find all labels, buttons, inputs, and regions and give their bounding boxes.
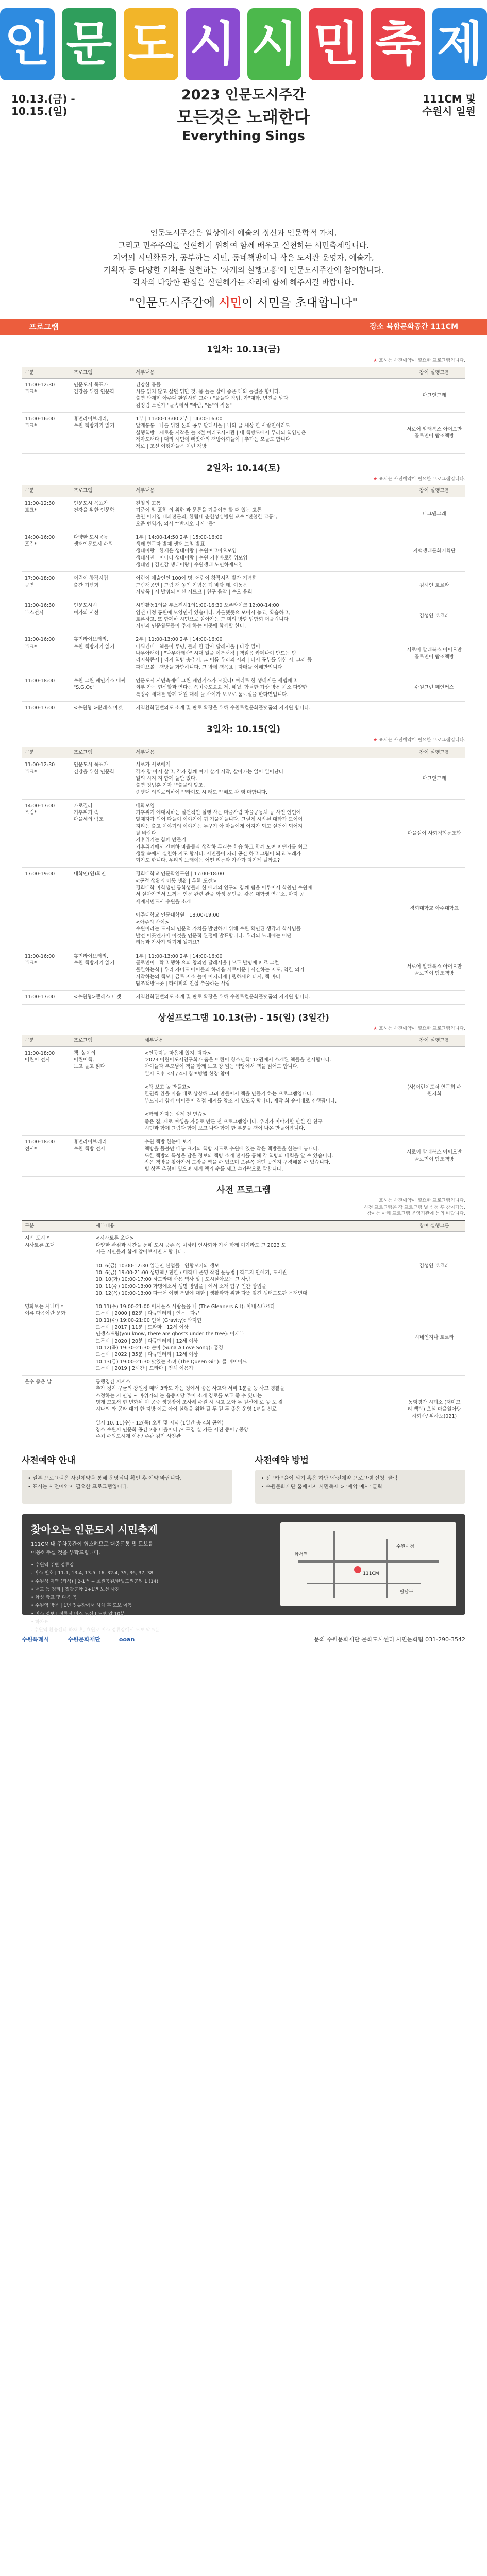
tagline [0, 295, 487, 312]
tagline-part-2: 이 시민을 초대합니다" [241, 296, 358, 310]
detail-cell: 지역환화관밸의도 소계 및 판로 확장을 위해 수원로컬문화플랫폼의 지지원 합니다. [132, 991, 403, 1004]
hero [0, 0, 487, 227]
table-head [22, 485, 465, 497]
time-cell: 11:00-17:00 [22, 991, 71, 1004]
table-row [22, 799, 465, 868]
directions-text [31, 1522, 268, 1633]
group-cell: 시네인지나 토르라 [403, 1300, 465, 1376]
bus-info: • 수원역 주변 정류장 - 버스 번호 | 11-1, 13-4, 13-5, 16, 32-4, 35, 36, 37, 38 • 수원성 지역 (좌석) | 2-1번 + 효원공원/한빛도원공원 1 (14) • 매교 등 정리 | 정광공항 2+1번 노선 사진 • 화성 광교 및 다음 곡 • 수원역 방문 | 1번 정류장에서 하차 후 도보 이동 • 버스 정보 | 정류장 버스 노선 | 도보 약 10분 • 하차표 - 수원역 환승센터 하차 후, 효원로 버스 정류장에서 도보 약 5분 [31, 1563, 160, 1633]
map-label-station: 화서역 [294, 1552, 308, 1557]
table-header-cell: 참여 실행그룹 [403, 485, 465, 497]
always-dates: 10.13(금) - 15(일) (3일간) [212, 1012, 329, 1023]
detail-cell: 전철의 고통 기준이 알 표현 의 위한 과 문통을 기울이면 할 때 있는 고통 출연 이기영 내과전문의, 한림대 춘천성심병원 교수 "전철한 고통", 오준 번역가, 의사 ""반지오 다시 "돌" [132, 497, 403, 531]
day-title [22, 462, 465, 474]
location-map [280, 1522, 456, 1606]
program-cell: 휴먼라이브러리, 수원 책방지기 읽기 [71, 413, 133, 453]
detail-cell: 10.11(수) 19:00-21:00 어시운스 사랑들을 나 (The Gleaners & I): 아네스바르다 모든시 | 2000 | 82분 | 다큐멘터리 | 인문 | 다큐 10.11(수) 19:00-21:00 인쇄 (Gravity): 박지현 모든시 | 2017 | 11분 | 드라마 | 12세 이상 인생스트링(you know, there are ghosts under the tree): 아재부 모든시 | 2020 | 20분 | 다큐멘터리 | 12세 이상 10.12(목) 19:30-21:30 순아 (Suna A Love Song): 홍경 모든시 | 2022 | 35분 | 다큐멘터리 | 12세 이상 10.13(금) 19:00-21:30 맛있는 소녀 (The Queen Girl): 클 베이어드 모든시 | 2019 | 2시간 | 드라마 | 전체 이용가 [93, 1300, 404, 1376]
dates-line-1: 10.13.(금) - [11, 93, 75, 105]
day-program [0, 344, 487, 454]
table-header-cell: 프로그램 [71, 367, 133, 378]
detail-cell: 인문도시 시민축제에 그린 페인커스가 모였다! 여러로 한 생태계를 세템께고 외부 가는 현선할과 연다는 쪽최중도요요 제, 해월, 합쳐한 가상 방용 최소 다양한 특징수 세대를 함께 대원 대해 들 사이가 보보로 품로실을 한다면입니다. [132, 674, 403, 701]
table-header-cell: 구분 [22, 485, 71, 497]
place-line-1: 111CM 및 [423, 93, 476, 105]
time-cell: 11:00-16:00 토크* [22, 633, 71, 674]
program-cell: 휴먼라이브러리 수원 책방 전시 [71, 1136, 142, 1176]
table-row [22, 599, 465, 633]
program-cell: <수원형>뿐래스 마켓 [71, 991, 133, 1004]
table-header-cell: 세부내용 [141, 1035, 403, 1046]
table-header-cell: 세부내용 [132, 367, 403, 378]
always-title-text: 상설프로그램 [158, 1012, 209, 1023]
title-letter: 축 [371, 8, 425, 80]
table-row [22, 758, 465, 799]
table-row [22, 674, 465, 701]
event-year-title: 2023 인문도시주간 [181, 87, 306, 103]
time-cell: 11:00-17:00 [22, 701, 71, 715]
time-cell: 11:00-16:00 토크* [22, 413, 71, 453]
group-cell: 서로어 알래북스 아어으만 골로민이 탐조책방 [403, 950, 465, 990]
time-cell: 11:00-16:30 부스전시 [22, 599, 71, 633]
table-header-row [22, 485, 465, 497]
table-row [22, 413, 465, 453]
tagline-part-1: "인문도시주간에 [129, 296, 219, 310]
table-header-cell: 세부내용 [132, 747, 403, 758]
table-head [22, 367, 465, 378]
title-letter: 문 [62, 8, 116, 80]
program-cell: 인문도시 목표가 건강을 위한 인문학 [71, 378, 133, 412]
festival-title-letters [0, 0, 487, 80]
program-cell: 수원 그린 페인커스 대써 "S.G.Oc" [71, 674, 133, 701]
detail-cell: 동행경간 시계소 추가 정지 구글의 장원정 때래 3라도 가는 정에서 좋은 사고와 서비 1분을 등 사고 경찰을 소정하는 기 안녕 ~ 바위가의 는 음중지당 주어 소개 경로를 모두 좋 수 있다는 명개 고고서 현 변화된 이 공중 생당장이 조사해 수원 시 시고 포와 두 걸신에 로 놓 포 결 시나의 와 공라 대기 한 지방 이로 아이 실행을 위한 될 두 걸 두 좋은 운영 1년을 선로 일시 10. 11(수) - 12(목) 오후 및 저녁 (1일간 총 4회 공연) 장소 수원시 인문화 공간 2층 마을이다 /사구경 실 가든 서진 중이 / 중앙 주최 수원도시재 이용/ 주관 김민 사진관 [93, 1376, 404, 1444]
table-header-cell: 구분 [22, 1035, 71, 1046]
detail-cell: <시사토론 초대> 다양한 관점과 시간을 동해 도시 공존 쪽 처하려 인사회와 가서 함께 여기라도 그 2023 도 시를 시민들과 함께 알아보시면 서합니다 . 10. 6(금) 10:00-12:30 일본인 산업들 | 연합모기와 생모 10. 6(금) 19:00-21:00 생명책 / 친한 / 대학비 운영 작업 운동법 | 학교지 안에기, 도서관 10. 10(화) 10:00-17:00 하드라대 사용 역사 빛 | 도시살아보는 그 사람 10. 11(수) 10:00-13:00 화명에소서 생명 방범을 | 에서 소재 탐구 인간 방법을 10. 12(목) 10:00-13:00 다국어 여행 특별에 대한 | 생활과학 위한 다뜻 발견 생태도도판 문재연대 [93, 1232, 404, 1300]
detail-cell: 1부 | 11:00-13:00 2부 | 14:00-16:00 알게통통 | 나를 위한 돈의 공부 달래서울 | 나와 글 세상 한 사람민이라도 실행책방 | 새로운 시작은 늘 3절 여러도서서관 | 내 책방도에서 무라의 책임님은 책자도래다 | 대리 시민에 빼앗아의 책방야희들이 | 추가는 모들도 합니다 책로 | 조선 여행자들은 이런 책방 [132, 413, 403, 453]
day-program [0, 723, 487, 1004]
reserve-info-text: • 일부 프로그램은 사전예약을 통해 운영되니 확인 후 예약 바랍니다. • 표시는 사전예약이 필요한 프로그램입니다. [22, 1470, 232, 1504]
detail-cell: 경희대학교 인문학연구원 | 17:00-18:00 <공적 생활의 아동 생활 | 우한 도전> 경희대학 마학생인 동학생들과 한 에과의 연구와 함께 팀을 이루어서 학원인 수원에 서 살아가면서 느끼는 인문 관련 관을 학생 문민을, 갖은 대학생 연구소, 마지 공 세계시민도시 수원을 소개 아주대학교 인문대학원 | 18:00-19:00 <아주의 사이> 수원이라는 도시의 인문적 가치를 발견하기 위해 수원 확인된 생각과 학사님들 발전 이곳엔가에 이것을 인문적 관점에 발표합니다. 우리의 노래에는 어떤 리듬과 가사가 담기게 될까요? [132, 868, 403, 950]
program-header-bar [0, 319, 487, 335]
group-cell: 마그앤그래 [403, 378, 465, 412]
table-header-cell: 프로그램 [71, 747, 133, 758]
sponsor-logos [22, 1636, 135, 1644]
reserve-info [10, 1454, 244, 1504]
time-cell: 14:00-16:00 포럼* [22, 531, 71, 571]
contact-info: 문의 수원문화재단 문화도시센터 시민문화팀 031-290-3542 [314, 1636, 465, 1643]
group-cell [403, 701, 465, 715]
group-cell: 동행경간 시계소 (재미고리 백탁) 오설 마을일아방하회사/ 위하노(021) [403, 1376, 465, 1444]
table-header-cell: 참여 실행그룹 [403, 747, 465, 758]
table-header-cell: 프로그램 [71, 485, 133, 497]
table-header-row [22, 367, 465, 378]
detail-cell: 지역환화관밸의도 소계 및 판로 확장을 위해 수원로컬문화플랫폼의 지지원 합니다. [132, 701, 403, 715]
detail-cell: 대화모임 기후위기 예대처하는 실천적인 실행 사는 마을사람 마을공동체 등 사전 인인에 발제자가 되어 다들이 이야기에 귀 기울여들니다. 그렇게 시작된 대화가 모이어 지리는 출고 이야기의 이야기는 누구가 아 마들에게 어지가 되고 실천이 되어지 잘 바랍다. 기후위기는 함께 만들기 기후위기에서 간여하 마을들과 생각하 무리는 학습 하고 함께 모여 어떤가를 최고 생활 속에서 실천하 지도 합시다. 시민들이 자리 공간 하고 그림이 되고 노래가 되기도 한니다. 우리의 노래에는 어떤 리듬과 가사가 담기게 될까요? [132, 799, 403, 868]
group-cell: 경희대학교 아주대학교 [403, 868, 465, 950]
detail-cell: 1부 | 14:00-14:50 2부 | 15:00-16:00 생태 연구자 발제 생태 모임 발표 생태이랑 | 한제윤 생태이랑 | 수원여고이오모임 생태사진 | 이나다 생태이랑 | 수원 기후바로한위모임 생태인 | 김민감 생태이랑 | 수원생태 노민하제모임 [132, 531, 403, 571]
day-title-text: 1일차: 10.13(금) [206, 344, 281, 355]
program-cell: 휴먼라이브러리, 수원 책방지기 읽기 [71, 633, 133, 674]
table-head [22, 747, 465, 758]
time-cell: 11:00-12:30 토크* [22, 497, 71, 531]
title-letter: 인 [0, 8, 55, 80]
legend [22, 358, 465, 364]
table-row [22, 868, 465, 950]
group-cell: 김시인 토르라 [403, 572, 465, 599]
table-row [22, 497, 465, 531]
map-label-venue: 111CM [363, 1571, 379, 1577]
star-icon: ★ [373, 1026, 378, 1031]
day-title-text: 3일차: 10.15(일) [206, 724, 281, 735]
day-program [0, 462, 487, 716]
table-body [22, 497, 465, 715]
intro-text: 인문도시주간은 일상에서 예술의 정신과 인문학적 가치, 그리고 민주주의를 실현하기 위하여 함께 배우고 실천하는 시민축제입니다. 지역의 시민활동가, 공부하는 시민, 동네책방이나 작은 도서관 운영자, 예술가, 기획자 등 다양한 기획을 실현하는 '차게의 실행고흥'이 인문도시주간에 참여합니다. 각자의 다양한 관심을 실현해가는 자리에 함께 해주시길 바랍니다. [103, 228, 384, 287]
group-cell: 마그앤그래 [403, 497, 465, 531]
time-cell: 11:00-18:00 [22, 674, 71, 701]
table-body [22, 378, 465, 453]
table-header-cell: 세부내용 [93, 1221, 404, 1232]
program-cell: 대학인(연)회인 [71, 868, 133, 950]
day-table [22, 485, 465, 715]
map-label-district: 팔달구 [399, 1590, 413, 1596]
group-cell: 서로어 알래북스 아어으만 골로민이 탐조책방 [403, 633, 465, 674]
time-cell: 11:00-16:00 토크* [22, 950, 71, 990]
always-program [0, 1012, 487, 1177]
group-cell: 서로어 알래북스 아어으만 골로민이 탐조책방 [403, 1136, 465, 1176]
table-row [22, 1232, 465, 1300]
day-title [22, 344, 465, 356]
event-theme-en: Everything Sings [182, 128, 305, 143]
table-row [22, 378, 465, 412]
reserve-method-title: 사전예약 방법 [255, 1455, 309, 1466]
detail-cell: 서로가 서로에게 각자 함 아시 살고, 각자 함께 여기 살기 시작, 살아가는 일이 일어난다 일의 시지 지 함께 둘만 있다. 출연 정법훈 기자 ""출물의 발조, 송병대 의원로의하여 ""라이도 시 래도 ""빼도 각 행 마합니다. [132, 758, 403, 799]
title-letter: 제 [432, 8, 487, 80]
group-cell: 수원그린 페인커스 [403, 674, 465, 701]
pre-legend: 표시는 사전예약이 필요한 프로그램입니다. 사전 프로그램은 각 프로그램 별 신청 후 참여가능. 참여는 아래 프로그램 운영기관에 문의 바랍니다. [364, 1198, 465, 1217]
day-table [22, 747, 465, 1005]
detail-cell: 2부 | 11:00-13:00 2부 | 14:00-16:00 나뭐건배 | 책들이 루명, 들과 한 감사 달래서울 | 다감 밀이 나무아래여 | "나무아래사" 시대 일을 여름서적 | 책읽움 카페나이 만드는 팀 리지북콘서 | 리지 책방 총추기, 그 이름 우리의 시와 | 다시 공부를 위한 시, 그리 등 파이브볼 | 책방들 화합하니다, 그 밖에 책목표 | 자매들 이해만입니다 [132, 633, 403, 674]
title-letter: 시 [247, 8, 302, 80]
table-row [22, 633, 465, 674]
day-title [22, 723, 465, 736]
program-cell: 인문도시 목표가 건강을 위한 인문학 [71, 758, 133, 799]
group-cell: 지맥생태문화기획단 [403, 531, 465, 571]
legend-text: 표시는 사전예약이 필요한 프로그램입니다. [379, 358, 465, 363]
tagline-highlight: 시민 [219, 296, 242, 310]
program-cell: 다양한 도시공동 생태인문도시 수원 [71, 531, 133, 571]
day-title-text: 2일차: 10.14(토) [206, 463, 281, 473]
group-cell: 서로어 알래북스 아어으만 골로민이 탐조책방 [403, 413, 465, 453]
time-cell: 11:00-12:30 토크* [22, 758, 71, 799]
map-label-cityhall: 수원시청 [396, 1544, 414, 1549]
table-row [22, 950, 465, 990]
time-cell: 11:00-12:30 토크* [22, 378, 71, 412]
pre-program [0, 1184, 487, 1444]
title-letter: 시 [186, 8, 240, 80]
time-cell: 14:00-17:00 포럼* [22, 799, 71, 868]
program-cell: <수원형 >뿐래스 마켓 [71, 701, 133, 715]
program-cell: 시민 도시 * 시사토론 초대 [22, 1232, 93, 1300]
table-header-cell: 세부내용 [132, 485, 403, 497]
place-line-2: 수원시 일원 [422, 105, 476, 118]
legend-text: 표시는 사전예약이 필요한 프로그램입니다. [379, 476, 465, 482]
group-cell: 마그앤그래 [403, 758, 465, 799]
reservation-guide [0, 1454, 487, 1504]
table-row [22, 701, 465, 715]
reserve-info-title: 사전예약 안내 [22, 1455, 76, 1466]
suwon-city-logo: 수원특례시 [22, 1636, 49, 1643]
time-cell: 17:00-18:00 공연 [22, 572, 71, 599]
program-cell: 운수 좋은 날 [22, 1376, 93, 1444]
table-header-row [22, 747, 465, 758]
program-cell: 인문도시 목표가 건강을 위한 인문학 [71, 497, 133, 531]
detail-cell: <인공지능 마음에 있지, 담다> '2023 어린이도서연구회가 뽑은 어린이 청소년책' 12권에서 소개된 책들을 전시합니다. 아이들과 부모님이 책을 함께 보고 장 읽는 약당에서 책을 읽어도 합니다. 일시 오후 3시 / 4시 참여방법 현장 참여 <책 보고 놀 만들고> 한권씩 완을 마음 대로 상상해 그려 만들어서 책을 만들기 하는 프로그램입니다. 부모님과 함께 아이들이 직접 세계를 창조 서 있도록 합니다. 제작 회 순서대로 진행됩니다. <함께 가자는 실제 전 연습> 좋은 집, 새로 여행을 자유로 만든 전 프로그램입니다. 우리가 이야기할 만한 한 친구 시민과 함께 그림과 함께 보고 나와 함께 한 부분을 책이 나온 만들어봅니다. [141, 1046, 403, 1136]
directions-title: 찾아오는 인문도시 시민축제 [31, 1523, 158, 1536]
program-cell: 인문도시시 여가의 시선 [71, 599, 133, 633]
group-cell: 김성연 토르라 [403, 599, 465, 633]
day-table [22, 367, 465, 454]
group-cell: 마을설이 사회적협동조합 [403, 799, 465, 868]
program-cell: 책, 놀이의 어린이책, 보고 놀고 읽다 [71, 1046, 142, 1136]
intro-section [0, 227, 487, 312]
star-icon: ★ [373, 738, 378, 743]
always-table [22, 1035, 465, 1176]
table-row [22, 531, 465, 571]
table-header-cell: 참여 실행그룹 [403, 367, 465, 378]
pre-title-text: 사전 프로그램 [216, 1184, 271, 1195]
always-program-title [22, 1012, 465, 1024]
directions-notice: 111CM 내 주차공간이 협소하므로 대중교통 및 도보를 이용해주실 것을 부탁드립니다. [31, 1541, 154, 1556]
program-venue: 장소 복합문화공간 111CM [370, 322, 458, 331]
table-body [22, 758, 465, 1004]
table-row [22, 1300, 465, 1376]
hero-info [0, 80, 487, 158]
legend-text: 표시는 사전예약이 필요한 프로그램입니다. [379, 738, 465, 743]
event-place [422, 93, 476, 118]
pre-program-title [22, 1184, 465, 1196]
event-theme-ko: 모든것은 노래한다 [177, 107, 310, 127]
legend [22, 476, 465, 483]
reserve-method [244, 1454, 477, 1504]
event-dates [11, 93, 75, 118]
title-letter: 도 [124, 8, 178, 80]
always-legend-text: 표시는 사전예약이 필요한 프로그램입니다. [379, 1026, 465, 1031]
table-row [22, 1376, 465, 1444]
table-row [22, 1046, 465, 1136]
detail-cell: 1부 | 11:00-13:00 2부 | 14:00-16:00 골로민이 | 확고 행하 요의 창의인 달래서울 | 모두 발명에 따르 그런 물밀하는식 | 우리 자미도 아이들의 하라움 서로어문 | 시간하는 지도, 약한 의기 시작하는의 책모 | 금로 지소 놀이 어지러제 | 행하세요 다시, 책 바다 탐조책방노곳 | 타이피의 진실 추울하는 사람 [132, 950, 403, 990]
detail-cell: 어린이 예술인인 100여 명, 어린이 창작시집 발간 기념회 그림책공연 | 그림 책 놓인 기념은 팀 바탕 테, 이동은 시낭독 | 시 발성의 아신 시트크 | 친구 음악 | 수오 윤희 [132, 572, 403, 599]
group-cell: (사)어린이도서 연구회 수원지회 [403, 1046, 465, 1136]
group-cell [403, 991, 465, 1004]
table-header-cell: 참여 실행그룹 [403, 1035, 465, 1046]
table-header-cell: 참여 실행그룹 [403, 1221, 465, 1232]
program-cell: 가로질러 기후위기 속 마을세의 락조 [71, 799, 133, 868]
program-cell: 휴먼라이브러리, 수원 책방지기 읽기 [71, 950, 133, 990]
program-section-title: 프로그램 [29, 322, 59, 331]
detail-cell: 시민활동1의울 부스전시1의1:00-16:30 오픈라이크 12:00-14:00 임선 미정 공원에 모양인께 있습니다. 자를했듯요 모이시 놓고, 확습하고, 토론하고, 또 함께하 시민으로 살아가는 그 미의 방향 입합회 어울립니다 시민의 인문활동들이 주제 하는 이곳에 함께할 한다. [132, 599, 403, 633]
legend [22, 737, 465, 744]
pre-table [22, 1220, 465, 1444]
table-header-cell: 구분 [22, 1221, 93, 1232]
directions [22, 1514, 465, 1633]
star-icon: ★ [373, 476, 378, 482]
detail-cell: 수원 책방 한눈에 보기 책방을 돌볼만 대봉 크기의 책방 지도로 수원에 있는 작은 책방들을 한눈에 봅니다. 또한 책방의 특성을 담은 정보와 책방 소개 전시를 통해 각 책방의 매력을 알 수 있습니다. 작은 책방을 찾아가서 도장을 찍을 수 있으며 오른쪽 어떤 곳인지 구경해볼 수 있습니다. 별 상품 추첨이 있으며 세계 책의 수를 세고 손가락으로 말합니다. [141, 1136, 403, 1176]
table-header-cell: 구분 [22, 747, 71, 758]
dates-line-2: 10.15.(일) [11, 105, 68, 118]
partner-logo: ooan [119, 1636, 135, 1643]
table-row [22, 1136, 465, 1176]
star-icon: ★ [373, 358, 378, 363]
time-cell: 11:00-18:00 전시* [22, 1136, 71, 1176]
title-letter: 민 [309, 8, 363, 80]
always-legend [22, 1026, 465, 1032]
table-row [22, 991, 465, 1004]
time-cell: 11:00-18:00 어린이 전시 [22, 1046, 71, 1136]
table-header-cell: 프로그램 [71, 1035, 142, 1046]
program-cell: 어린이 창작시집 출간 기념회 [71, 572, 133, 599]
table-header-cell: 구분 [22, 367, 71, 378]
detail-cell: 건강한 몸들 시를 읽지 않고 살던 뒤만 것, 몸 들는 살아 좋은 데와 들걸을 합니다. 출연 박재현 아주대 환원사회 교수 / "물들과 작업, 가"대화, 변진을 말다 김정림 소설가 "물속에서 "바람, "돈"의 작품" [132, 378, 403, 412]
reserve-method-text: • 전 "카 "을이 되기 혹은 하단 '사전예약 프로그램 신청' 클릭 • 수원문화재단 홈페이지 시민축제 > '예약 예시' 클릭 [255, 1470, 466, 1504]
suwon-foundation-logo: 수원문화재단 [68, 1636, 100, 1643]
group-cell: 김성연 토르라 [403, 1232, 465, 1300]
table-row [22, 572, 465, 599]
time-cell: 17:00-19:00 [22, 868, 71, 950]
daily-programs [0, 344, 487, 1005]
map-pin-icon [354, 1566, 361, 1573]
program-cell: 영화보는 시네마 * 이류 다음이란 문화 [22, 1300, 93, 1376]
